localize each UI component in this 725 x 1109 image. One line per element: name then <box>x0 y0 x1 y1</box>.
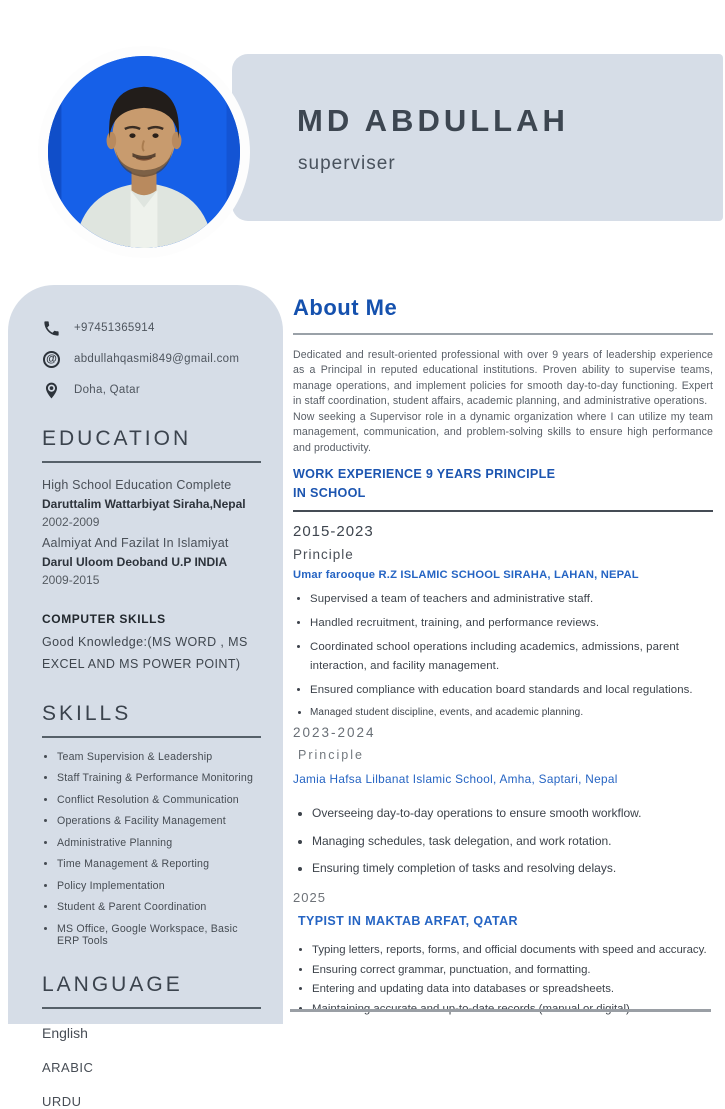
skill-item: • Team Supervision & Leadership <box>57 751 261 763</box>
map-pin-icon <box>42 381 61 400</box>
work-experience-divider <box>293 510 713 512</box>
job-role: Principle <box>298 748 364 763</box>
candidate-name: MD ABDULLAH <box>297 103 569 138</box>
skill-item: • Staff Training & Performance Monitoring <box>57 772 261 784</box>
at-email-icon: @ <box>42 350 61 369</box>
sidebar <box>8 285 283 1109</box>
job-years: 2023-2024 <box>293 725 376 741</box>
contact-email-row <box>42 348 261 370</box>
main-content <box>293 295 713 1020</box>
job-bullet: • Managed student discipline, events, and academic planning. <box>310 705 713 721</box>
skills-divider <box>42 736 261 738</box>
job-bullet: • Maintaining accurate and up-to-date records (manual or digital) <box>312 1001 713 1018</box>
about-paragraph: Now seeking a Supervisor role in a dynamic organization where I can utilize my team management, communication, and problem-solving skills to ensure high performance and productivity. <box>293 410 713 454</box>
education-divider <box>42 461 261 463</box>
education-item <box>42 534 261 590</box>
skills-list <box>57 751 261 947</box>
bottom-divider <box>290 1009 711 1012</box>
job-bullet-list <box>312 942 713 1017</box>
work-experience-heading-line2: IN SCHOOL <box>293 486 366 501</box>
contact-location-row <box>42 379 261 401</box>
skill-item: • Time Management & Reporting <box>57 858 261 870</box>
job-role: Principle <box>293 546 354 562</box>
job-years: 2025 <box>293 889 326 905</box>
computer-skills-text: Good Knowledge:(MS WORD , MS EXCEL AND MS POWER POINT) <box>42 634 248 671</box>
job-bullet: • Ensured compliance with education board standards and local regulations. <box>310 681 713 699</box>
work-experience-heading <box>293 465 713 503</box>
skill-item: • Policy Implementation <box>57 880 261 892</box>
skill-item: • Conflict Resolution & Communication <box>57 794 261 806</box>
language-heading: LANGUAGE <box>42 972 183 996</box>
contact-phone-row <box>42 317 261 339</box>
profile-photo-ring <box>38 46 250 258</box>
language-item: URDU <box>42 1093 82 1109</box>
language-item: English <box>42 1024 88 1041</box>
job-bullet: • Overseeing day-to-day operations to ensure smooth workflow. <box>312 804 713 823</box>
education-years: 2002-2009 <box>42 514 100 529</box>
education-degree: High School Education Complete <box>42 478 232 492</box>
education-degree: Aalmiyat And Fazilat In Islamiyat <box>42 535 229 550</box>
job-entry <box>293 890 713 1017</box>
education-item <box>42 476 261 532</box>
job-bullet: • Ensuring timely completion of tasks and resolving delays. <box>312 859 713 878</box>
job-bullet: • Entering and updating data into databases or spreadsheets. <box>312 981 713 998</box>
candidate-job-title: superviser <box>298 153 396 174</box>
location-text: Doha, Qatar <box>74 384 140 396</box>
job-bullet: • Managing schedules, task delegation, and work rotation. <box>312 832 713 851</box>
skill-item: • MS Office, Google Workspace, Basic ERP Tools <box>57 923 261 947</box>
education-school: Darul Uloom Deoband U.P INDIA <box>42 554 228 569</box>
language-divider <box>42 1007 261 1009</box>
job-bullet: • Handled recruitment, training, and performance reviews. <box>310 614 713 632</box>
skills-heading: SKILLS <box>42 701 132 725</box>
language-item: ARABIC <box>42 1059 94 1075</box>
profile-photo <box>48 56 240 248</box>
about-paragraph: Dedicated and result-oriented professional with over 9 years of leadership experience as a Principal in reputed educational institutions. Proven ability to supervise teams, manage operations, and implement policies for smooth day-to-day functioning. Expert in staff coordination, student affairs, academic planning, and administrative operations. <box>293 349 713 408</box>
email-address: abdullahqasmi849@gmail.com <box>74 353 240 365</box>
job-bullet-list <box>312 804 713 878</box>
job-bullet-list <box>310 590 713 721</box>
education-school: Daruttalim Wattarbiyat Siraha,Nepal <box>42 496 246 511</box>
skill-item: • Administrative Planning <box>57 837 261 849</box>
phone-number: +97451365914 <box>74 322 155 334</box>
person-portrait-illustration <box>48 56 240 248</box>
job-bullet: • Coordinated school operations including academics, admissions, parent interaction, and facility management. <box>310 638 713 675</box>
skill-item: • Operations & Facility Management <box>57 815 261 827</box>
job-entry <box>293 725 713 878</box>
job-years: 2015-2023 <box>293 522 374 540</box>
computer-skills-heading: COMPUTER SKILLS <box>42 611 166 626</box>
education-years: 2009-2015 <box>42 572 100 587</box>
work-experience-heading-line1: WORK EXPERIENCE 9 YEARS PRINCIPLE <box>293 467 556 482</box>
job-bullet: • Typing letters, reports, forms, and official documents with speed and accuracy. <box>312 942 713 959</box>
job-bullet: • Supervised a team of teachers and administrative staff. <box>310 590 713 608</box>
job-bullet: • Ensuring correct grammar, punctuation, and formatting. <box>312 962 713 979</box>
job-entry <box>293 523 713 721</box>
skill-item: • Student & Parent Coordination <box>57 901 261 913</box>
job-organization: TYPIST IN MAKTAB ARFAT, QATAR <box>298 913 518 928</box>
job-organization: Umar farooque R.Z ISLAMIC SCHOOL SIRAHA, LAHAN, NEPAL <box>293 568 639 581</box>
education-heading: EDUCATION <box>42 427 192 450</box>
phone-icon <box>42 319 61 338</box>
job-organization: Jamia Hafsa Lilbanat Islamic School, Amha, Saptari, Nepal <box>293 772 618 787</box>
about-divider <box>293 333 713 335</box>
about-me-heading: About Me <box>293 295 398 320</box>
